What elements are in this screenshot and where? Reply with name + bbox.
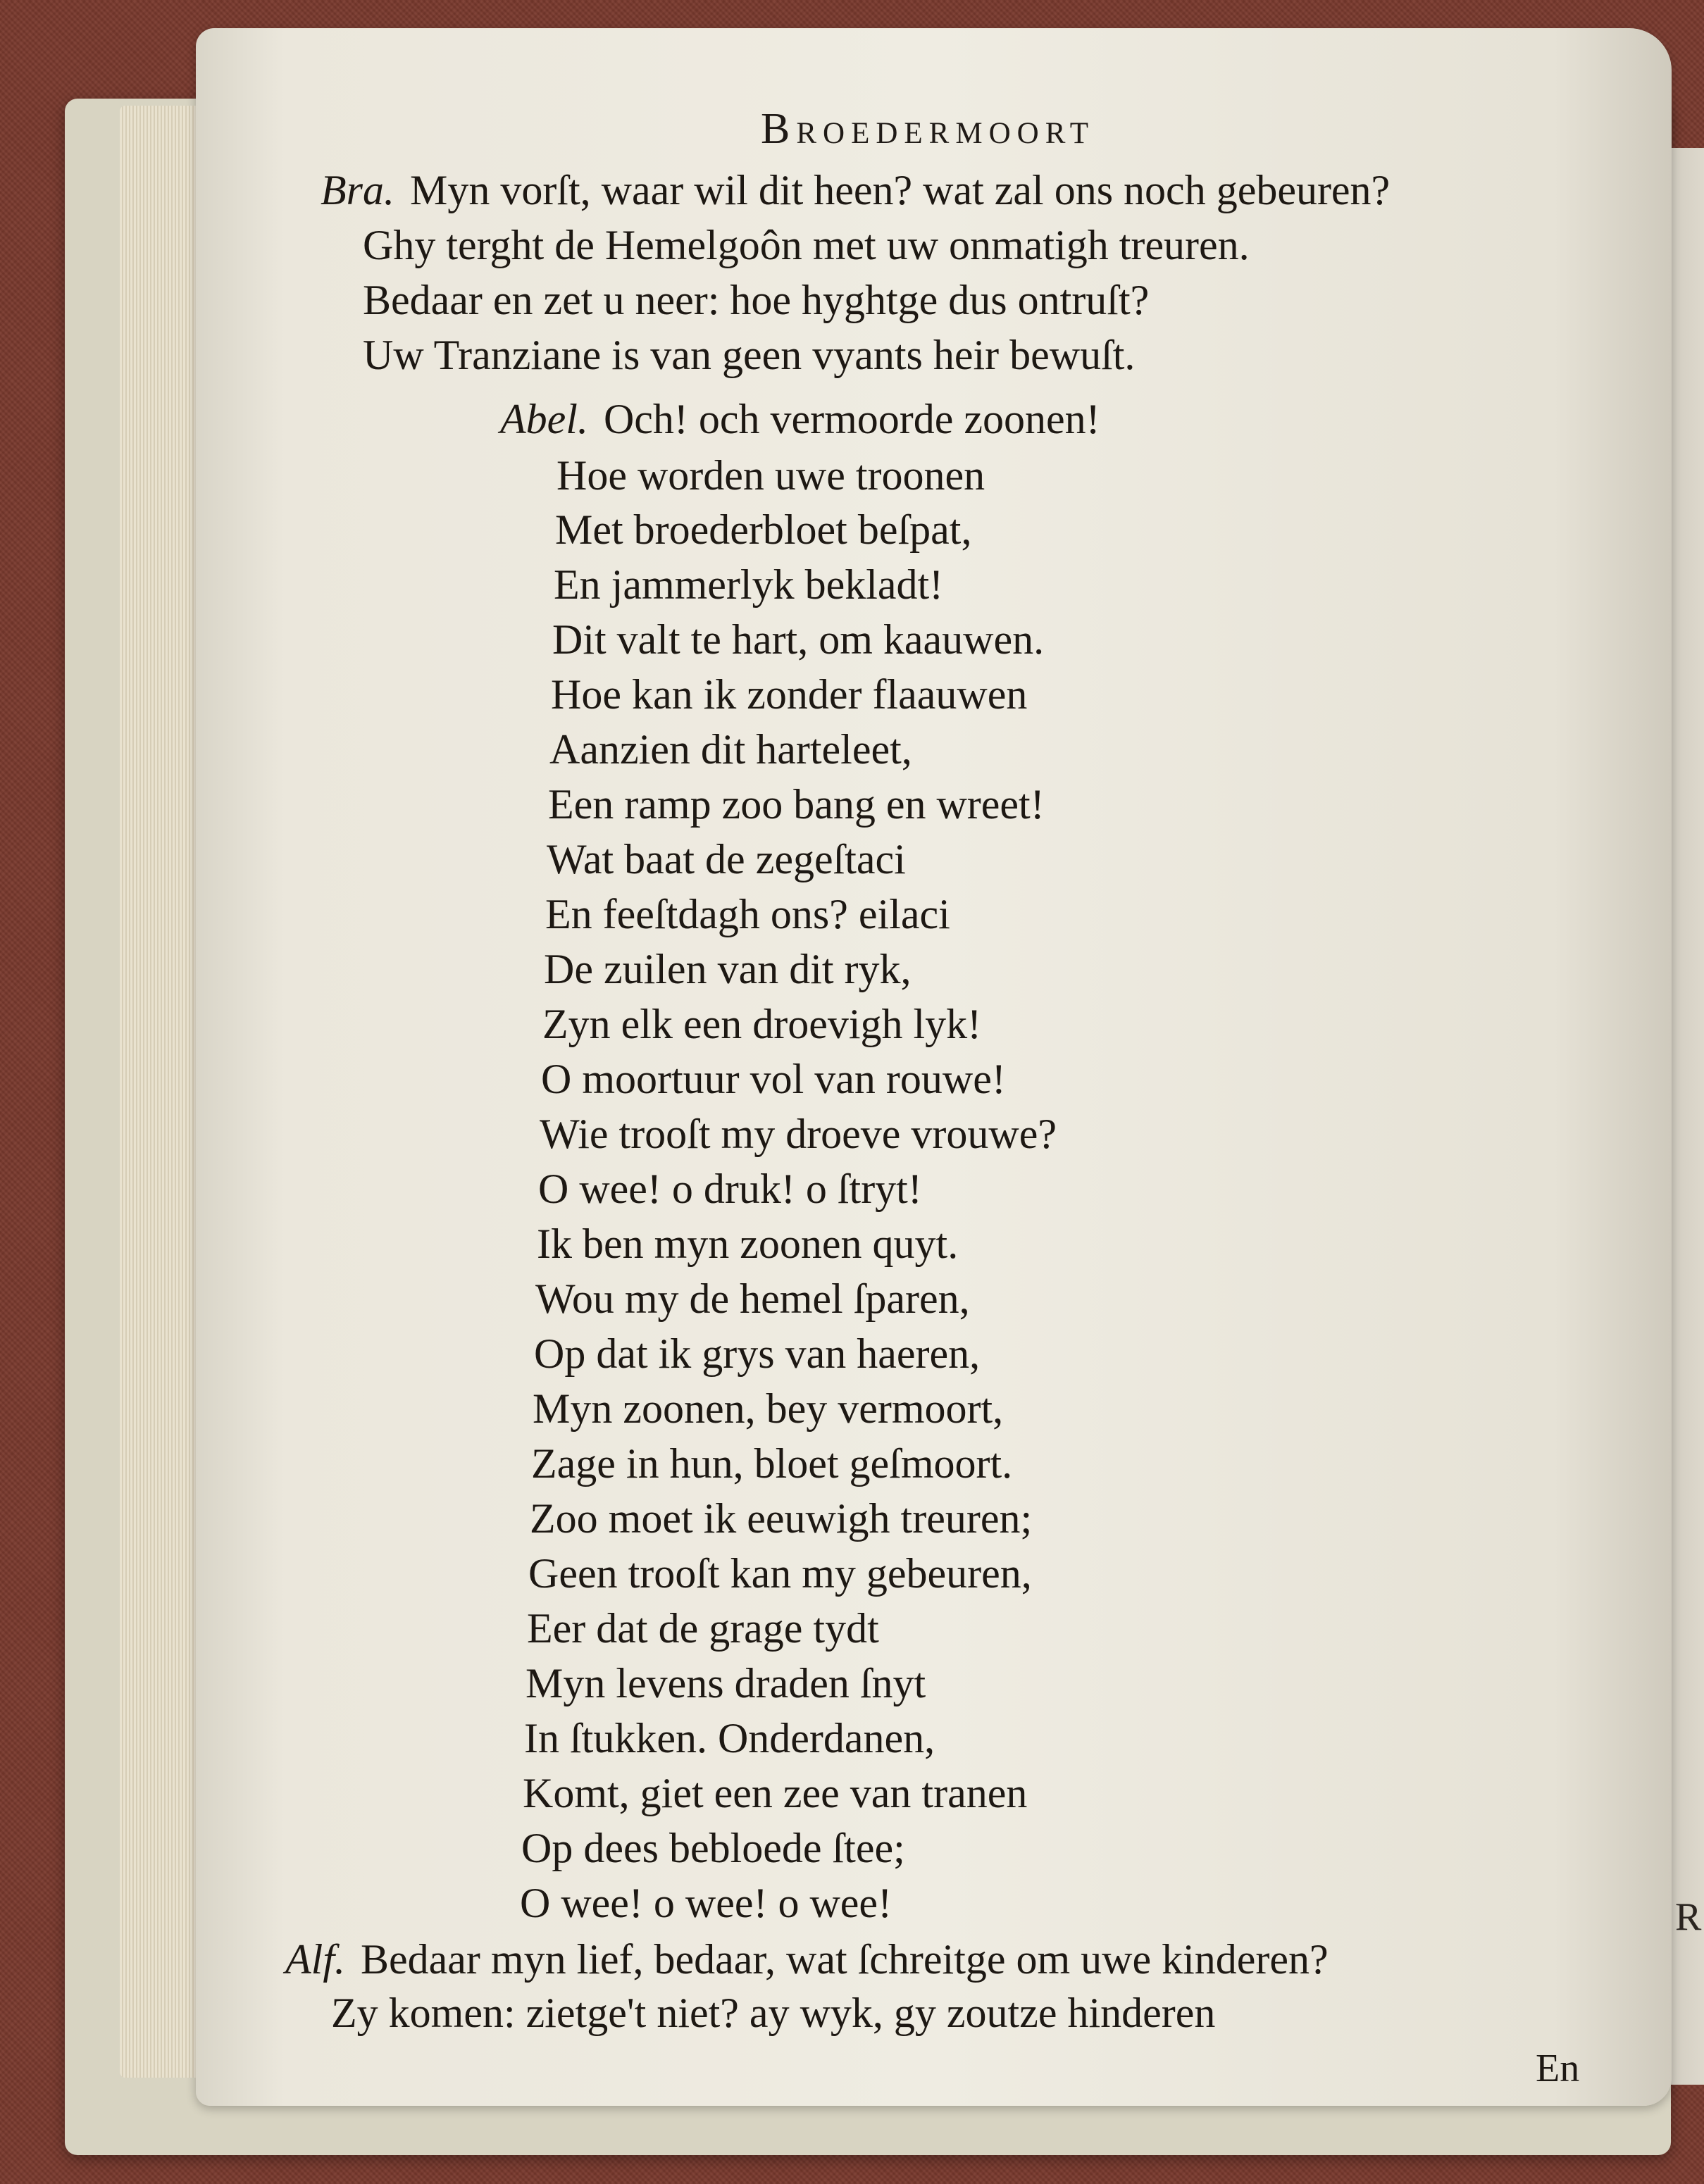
verse-line: Geen trooſt kan my gebeuren, xyxy=(528,1550,1032,1597)
verse-line: Ik ben myn zoonen quyt. xyxy=(537,1221,959,1267)
verse-line: Hoe kan ik zonder flaauwen xyxy=(551,671,1028,718)
verse-line-alf-1: Alf. Bedaar myn lief, bedaar, wat ſchreitge om uwe kinderen? xyxy=(285,1936,1329,1983)
verse-line: Zy komen: zietge't niet? ay wyk, gy zoutze hinderen xyxy=(331,1990,1216,2036)
verse-line-abel-1: Abel. Och! och vermoorde zoonen! xyxy=(500,396,1100,442)
verse-line: Dit valt te hart, om kaauwen. xyxy=(552,616,1045,663)
verse-line: Ghy terght de Hemelgoôn met uw onmatigh treuren. xyxy=(363,222,1250,268)
verse-line: Myn zoonen, bey vermoort, xyxy=(533,1385,1004,1432)
verse-line: Zage in hun, bloet geſmoort. xyxy=(531,1440,1013,1487)
verse-line: O wee! o wee! o wee! xyxy=(520,1880,893,1926)
speaker-label: Alf. xyxy=(285,1936,345,1983)
verse-line: Uw Tranziane is van geen vyants heir bewuſt. xyxy=(363,332,1136,378)
verse-line: Zyn elk een droevigh lyk! xyxy=(542,1001,982,1047)
verse-line: De zuilen van dit ryk, xyxy=(544,946,912,992)
verse-line: O moortuur vol van rouwe! xyxy=(541,1056,1006,1102)
verse-line: O wee! o druk! o ſtryt! xyxy=(538,1166,922,1212)
verse-line: Een ramp zoo bang en wreet! xyxy=(548,781,1045,828)
speaker-label: Abel. xyxy=(500,396,588,442)
verse-line: Hoe worden uwe troonen xyxy=(556,452,985,499)
page-edges xyxy=(120,106,204,2078)
verse-line: En feeſtdagh ons? eilaci xyxy=(545,891,950,937)
verse-line: Wat baat de zegeſtaci xyxy=(547,836,906,882)
verse-line: Op dees bebloede ſtee; xyxy=(521,1825,905,1871)
running-head: Broedermoort xyxy=(761,105,1095,153)
verse-line: Zoo moet ik eeuwigh treuren; xyxy=(530,1495,1033,1542)
verse-line-bra-1: Bra. Myn vorſt, waar wil dit heen? wat zal ons noch gebeuren? xyxy=(321,167,1391,213)
verse-line: Bedaar en zet u neer: hoe hyghtge dus ontruſt? xyxy=(363,277,1150,323)
verse-line: Myn levens draden ſnyt xyxy=(525,1660,926,1706)
verse-line: En jammerlyk bekladt! xyxy=(554,561,944,608)
speaker-label: Bra. xyxy=(321,167,394,213)
verse-line: Wou my de hemel ſparen, xyxy=(535,1275,970,1322)
verse-line: Komt, giet een zee van tranen xyxy=(523,1770,1028,1816)
catchword: En xyxy=(1536,2047,1580,2090)
verse-line: Eer dat de grage tydt xyxy=(527,1605,879,1652)
verse-line: Aanzien dit harteleet, xyxy=(549,726,912,773)
facing-page-letter: R xyxy=(1675,1895,1702,1939)
verse-line: Op dat ik grys van haeren, xyxy=(534,1330,981,1377)
verse-line: Met broederbloet beſpat, xyxy=(555,506,972,553)
verse-line: In ſtukken. Onderdanen, xyxy=(524,1715,935,1761)
verse-line: Wie trooſt my droeve vrouwe? xyxy=(540,1111,1057,1157)
